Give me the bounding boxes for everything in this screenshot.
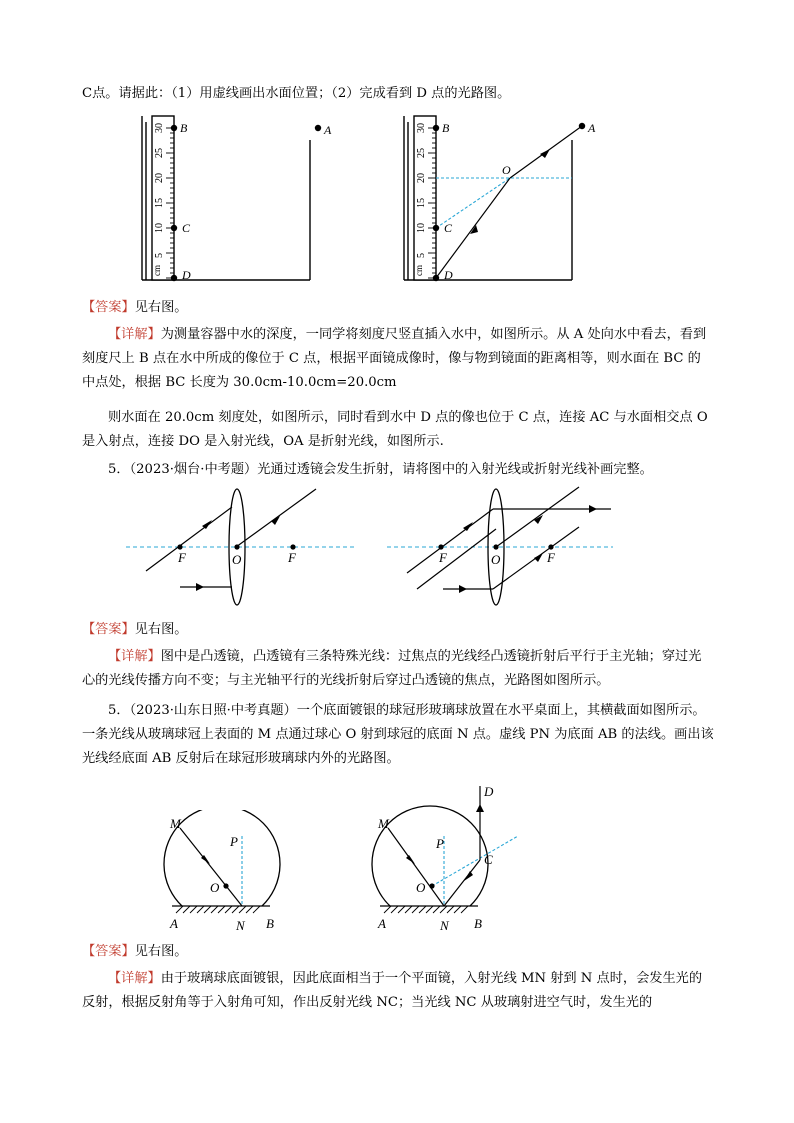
label-N2: N xyxy=(440,918,449,933)
cap-figure-answer xyxy=(370,780,530,935)
ruler-number: 15 xyxy=(416,198,427,208)
lens-figure-answer xyxy=(383,485,623,610)
label-D: D xyxy=(182,268,191,282)
label-O2: O xyxy=(502,163,511,177)
intro-line: C点。请据此：（1）用虚线画出水面位置；（2）完成看到 D 点的光路图。 xyxy=(82,86,511,101)
label-F-left2: F xyxy=(439,550,447,565)
ruler-unit: cm xyxy=(152,265,162,276)
ruler-number: 10 xyxy=(416,223,427,233)
q5b-title: 5．（2023·山东日照·中考真题）一个底面镀银的球冠形玻璃球放置在水平桌面上，其横截面如图所示。一条光线从玻璃球冠上表面的 M 点通过球心 O 射到球冠的底面 N 点。虚线 PN 为底面 AB 的法线。画出该光线经底面 AB 反射后在球冠形玻璃球内外的光路图。 xyxy=(82,703,714,766)
label-A: A xyxy=(324,123,332,137)
label-B: B xyxy=(180,121,188,135)
label-C-cap: C xyxy=(484,852,493,867)
label-B-cap: B xyxy=(266,916,274,931)
label-M: M xyxy=(170,816,181,831)
ruler-figure-answer xyxy=(400,112,600,284)
label-M2: M xyxy=(378,816,389,831)
cap-figure-question xyxy=(162,810,292,935)
ruler-number: 25 xyxy=(416,148,427,158)
ruler-unit: cm xyxy=(414,265,424,276)
label-O-cap: O xyxy=(210,880,220,895)
ruler-number: 20 xyxy=(154,173,165,183)
q5a-detail: 【详解】图中是凸透镜，凸透镜有三条特殊光线：过焦点的光线经凸透镜折射后平行于主光轴；穿过光心的光线传播方向不变；与主光轴平行的光线折射后穿过凸透镜的焦点，光路图如图所示。 xyxy=(82,649,702,688)
label-F-left: F xyxy=(178,550,186,565)
lens-figure-question xyxy=(120,485,360,610)
q5b-answer: 【答案】见右图。 xyxy=(82,944,188,959)
ruler-number: 5 xyxy=(416,253,427,258)
label-F-right2: F xyxy=(547,550,555,565)
q5a-title: 5．（2023·烟台·中考题）光通过透镜会发生折射，请将图中的入射光线或折射光线补画完整。 xyxy=(108,462,653,477)
label-C: C xyxy=(182,221,191,235)
label-N: N xyxy=(236,918,245,933)
label-A-cap2: A xyxy=(378,916,386,931)
label-C2: C xyxy=(444,221,453,235)
ruler-number: 15 xyxy=(154,198,165,208)
label-F-right: F xyxy=(288,550,296,565)
label-O-cap2: O xyxy=(416,880,426,895)
q5a-answer: 【答案】见右图。 xyxy=(82,622,188,637)
q4-answer: 【答案】见右图。 xyxy=(82,300,188,315)
label-D-cap: D xyxy=(484,784,494,799)
label-B2: B xyxy=(442,121,450,135)
label-D2: D xyxy=(444,268,453,282)
q5b-detail: 【详解】由于玻璃球底面镀银，因此底面相当于一个平面镜，入射光线 MN 射到 N 点时，会发生光的反射，根据反射角等于入射角可知，作出反射光线 NC；当光线 NC 从玻璃射进空气时，发生光的 xyxy=(82,971,703,1010)
q4-detail-2: 则水面在 20.0cm 刻度处，如图所示，同时看到水中 D 点的像也位于 C 点，连接 AC 与水面相交点 O 是入射点，连接 DO 是入射光线，OA 是折射光线，如图所示. xyxy=(82,410,708,449)
label-A-cap: A xyxy=(170,916,178,931)
q4-detail-1: 【详解】为测量容器中水的深度，一同学将刻度尺竖直插入水中，如图所示。从 A 处向水中看去，看到刻度尺上 B 点在水中所成的像位于 C 点，根据平面镜成像时，像与物到镜面的距离相等，则水面在 BC 的中点处，根据 BC 长度为 30.0cm-10.0cm=20.0cm xyxy=(82,327,707,390)
label-P2: P xyxy=(436,836,444,851)
label-B-cap2: B xyxy=(474,916,482,931)
label-O-lens2: O xyxy=(491,552,501,567)
label-A2: A xyxy=(588,121,596,135)
ruler-number: 5 xyxy=(154,253,165,258)
ruler-number: 10 xyxy=(154,223,165,233)
label-O-lens: O xyxy=(232,552,242,567)
ruler-number: 20 xyxy=(416,173,427,183)
ruler-number: 30 xyxy=(416,123,427,133)
ruler-number: 30 xyxy=(154,123,165,133)
ruler-figure-question xyxy=(138,112,338,284)
label-P: P xyxy=(230,834,238,849)
ruler-number: 25 xyxy=(154,148,165,158)
